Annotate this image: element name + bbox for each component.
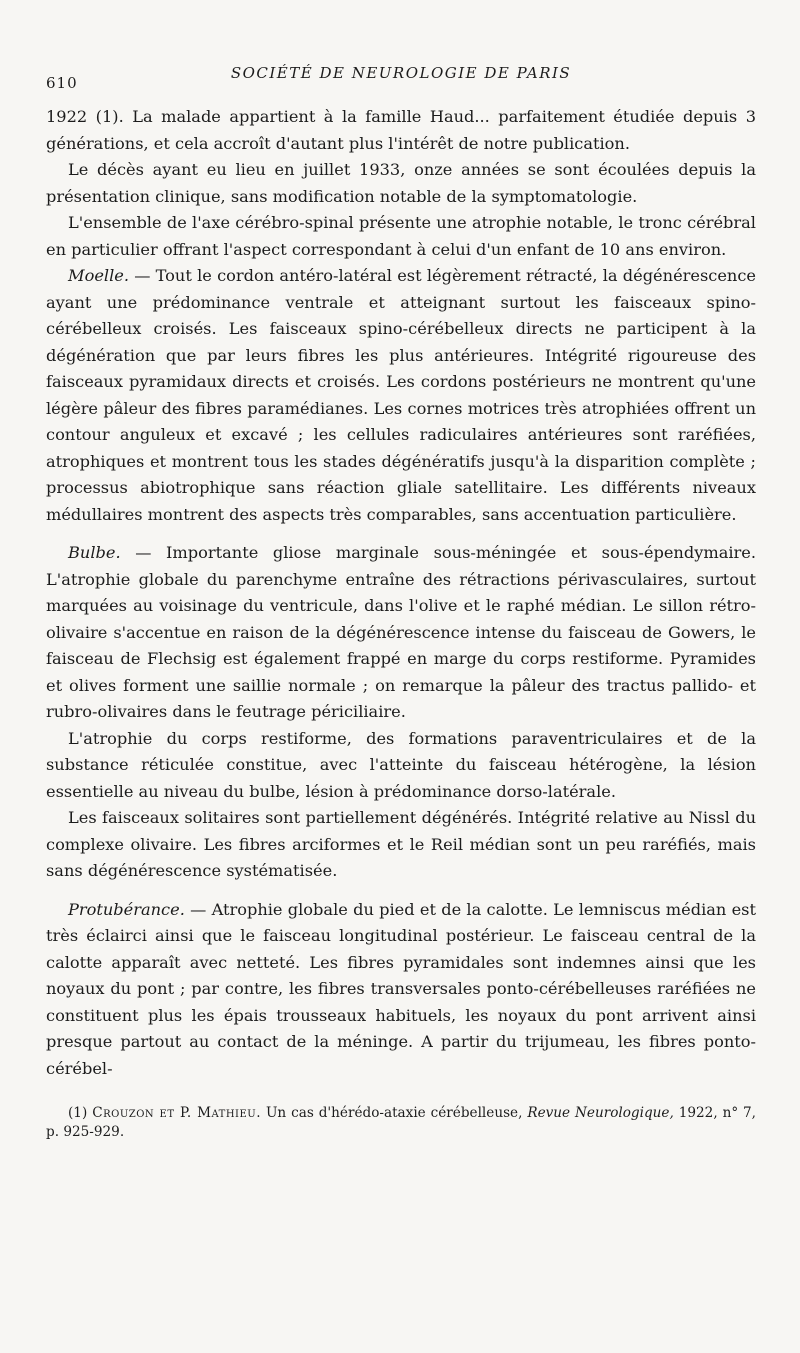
section-text: — Importante gliose marginale sous-méningée et sous-épendymaire. L'atrophie globale du parenchyme entraîne des rétractions périvasculaires, surtout marquées au voisinage du ventricule, dans l'olive et le raphé médian. Le sillon rétro-olivaire s'accentue en raison de la dégénérescence intense du faisceau de Gowers, le faisceau de Flechsig est également frappé en marge du corps restiforme. Pyramides et olives forment une saillie normale ; on remarque la pâleur des tractus pallido- et rubro-olivaires dans le feutrage périciliaire.: [46, 543, 756, 721]
page-header: [46, 64, 756, 94]
paragraph: Le décès ayant eu lieu en juillet 1933, onze années se sont écoulées depuis la présentation clinique, sans modification notable de la symptomatologie.: [46, 160, 756, 206]
paragraph: L'atrophie du corps restiforme, des formations paraventriculaires et de la substance réticulée constitue, avec l'atteinte du faisceau hétérogène, la lésion essentielle au niveau du bulbe, lésion à prédominance dorso-latérale.: [46, 728, 756, 801]
paragraph: 1922 (1). La malade appartient à la famille Haud... parfaitement étudiée depuis 3 générations, et cela accroît d'autant plus l'intérêt de notre publication.: [46, 107, 756, 153]
footnote-ref: 1922, n° 7, p. 925-929.: [46, 1105, 757, 1140]
section-moelle: [46, 263, 756, 528]
section-heading-moelle: Moelle.: [68, 266, 129, 285]
section-protuberance: [46, 897, 756, 1083]
paragraph: Les faisceaux solitaires sont partiellement dégénérés. Intégrité relative au Nissl du complexe olivaire. Les fibres arciformes et le Reil médian sont un peu raréfiés, mais sans dégénérescence systématisée.: [46, 808, 756, 880]
running-title: SOCIÉTÉ DE NEUROLOGIE DE PARIS: [230, 64, 572, 82]
section-text: — Atrophie globale du pied et de la calotte. Le lemniscus médian est très éclairci ainsi que le faisceau longitudinal postérieur. Le faisceau central de la calotte apparaît avec netteté. Les fibres pyramidales sont indemnes ainsi que les noyaux du pont ; par contre, les fibres transversales ponto-cérébelleuses raréfiées ne constituent plus les épais trousseaux habituels, les noyaux du pont arrivent ainsi presque partout au contact de la méninge. A partir du trijumeau, les fibres ponto-cérébel-: [46, 899, 756, 1078]
section-bulbe: [46, 540, 756, 726]
section-text: — Tout le cordon antéro-latéral est légèrement rétracté, la dégénérescence ayant une prédominance ventrale et atteignant surtout les faisceaux spino-cérébelleux croisés. Les faisceaux spino-cérébelleux directs ne participent à la dégénération que par leurs fibres les plus antérieures. Intégrité rigoureuse des faisceaux pyramidaux directs et croisés. Les cordons postérieurs ne montrent qu'une légère pâleur des fibres paramédianes. Les cornes motrices très atrophiées offrent un contour anguleux et excavé ; les cellules radiculaires antérieures sont raréfiées, atrophiques et montrent tous les stades dégénératifs jusqu'à la disparition complète ; processus abiotrophique sans réaction gliale satellitaire. Les différents niveaux médullaires montrent des aspects très comparables, sans accentuation particulière.: [46, 266, 756, 524]
body-text: [46, 104, 756, 1082]
footnote: [46, 1104, 756, 1142]
page-number: 610: [46, 74, 78, 92]
section-heading-bulbe: Bulbe.: [68, 543, 121, 562]
footnote-authors: Crouzon et P. Mathieu.: [92, 1105, 262, 1121]
paragraph: L'ensemble de l'axe cérébro-spinal présente une atrophie notable, le tronc cérébral en particulier offrant l'aspect correspondant à celui d'un enfant de 10 ans environ.: [46, 213, 756, 259]
footnote-marker: (1): [68, 1105, 93, 1121]
footnote-journal: Revue Neurologique,: [527, 1105, 674, 1121]
section-heading-protuberance: Protubérance.: [68, 899, 185, 919]
footnote-text: Un cas d'hérédo-ataxie cérébelleuse,: [261, 1105, 528, 1121]
